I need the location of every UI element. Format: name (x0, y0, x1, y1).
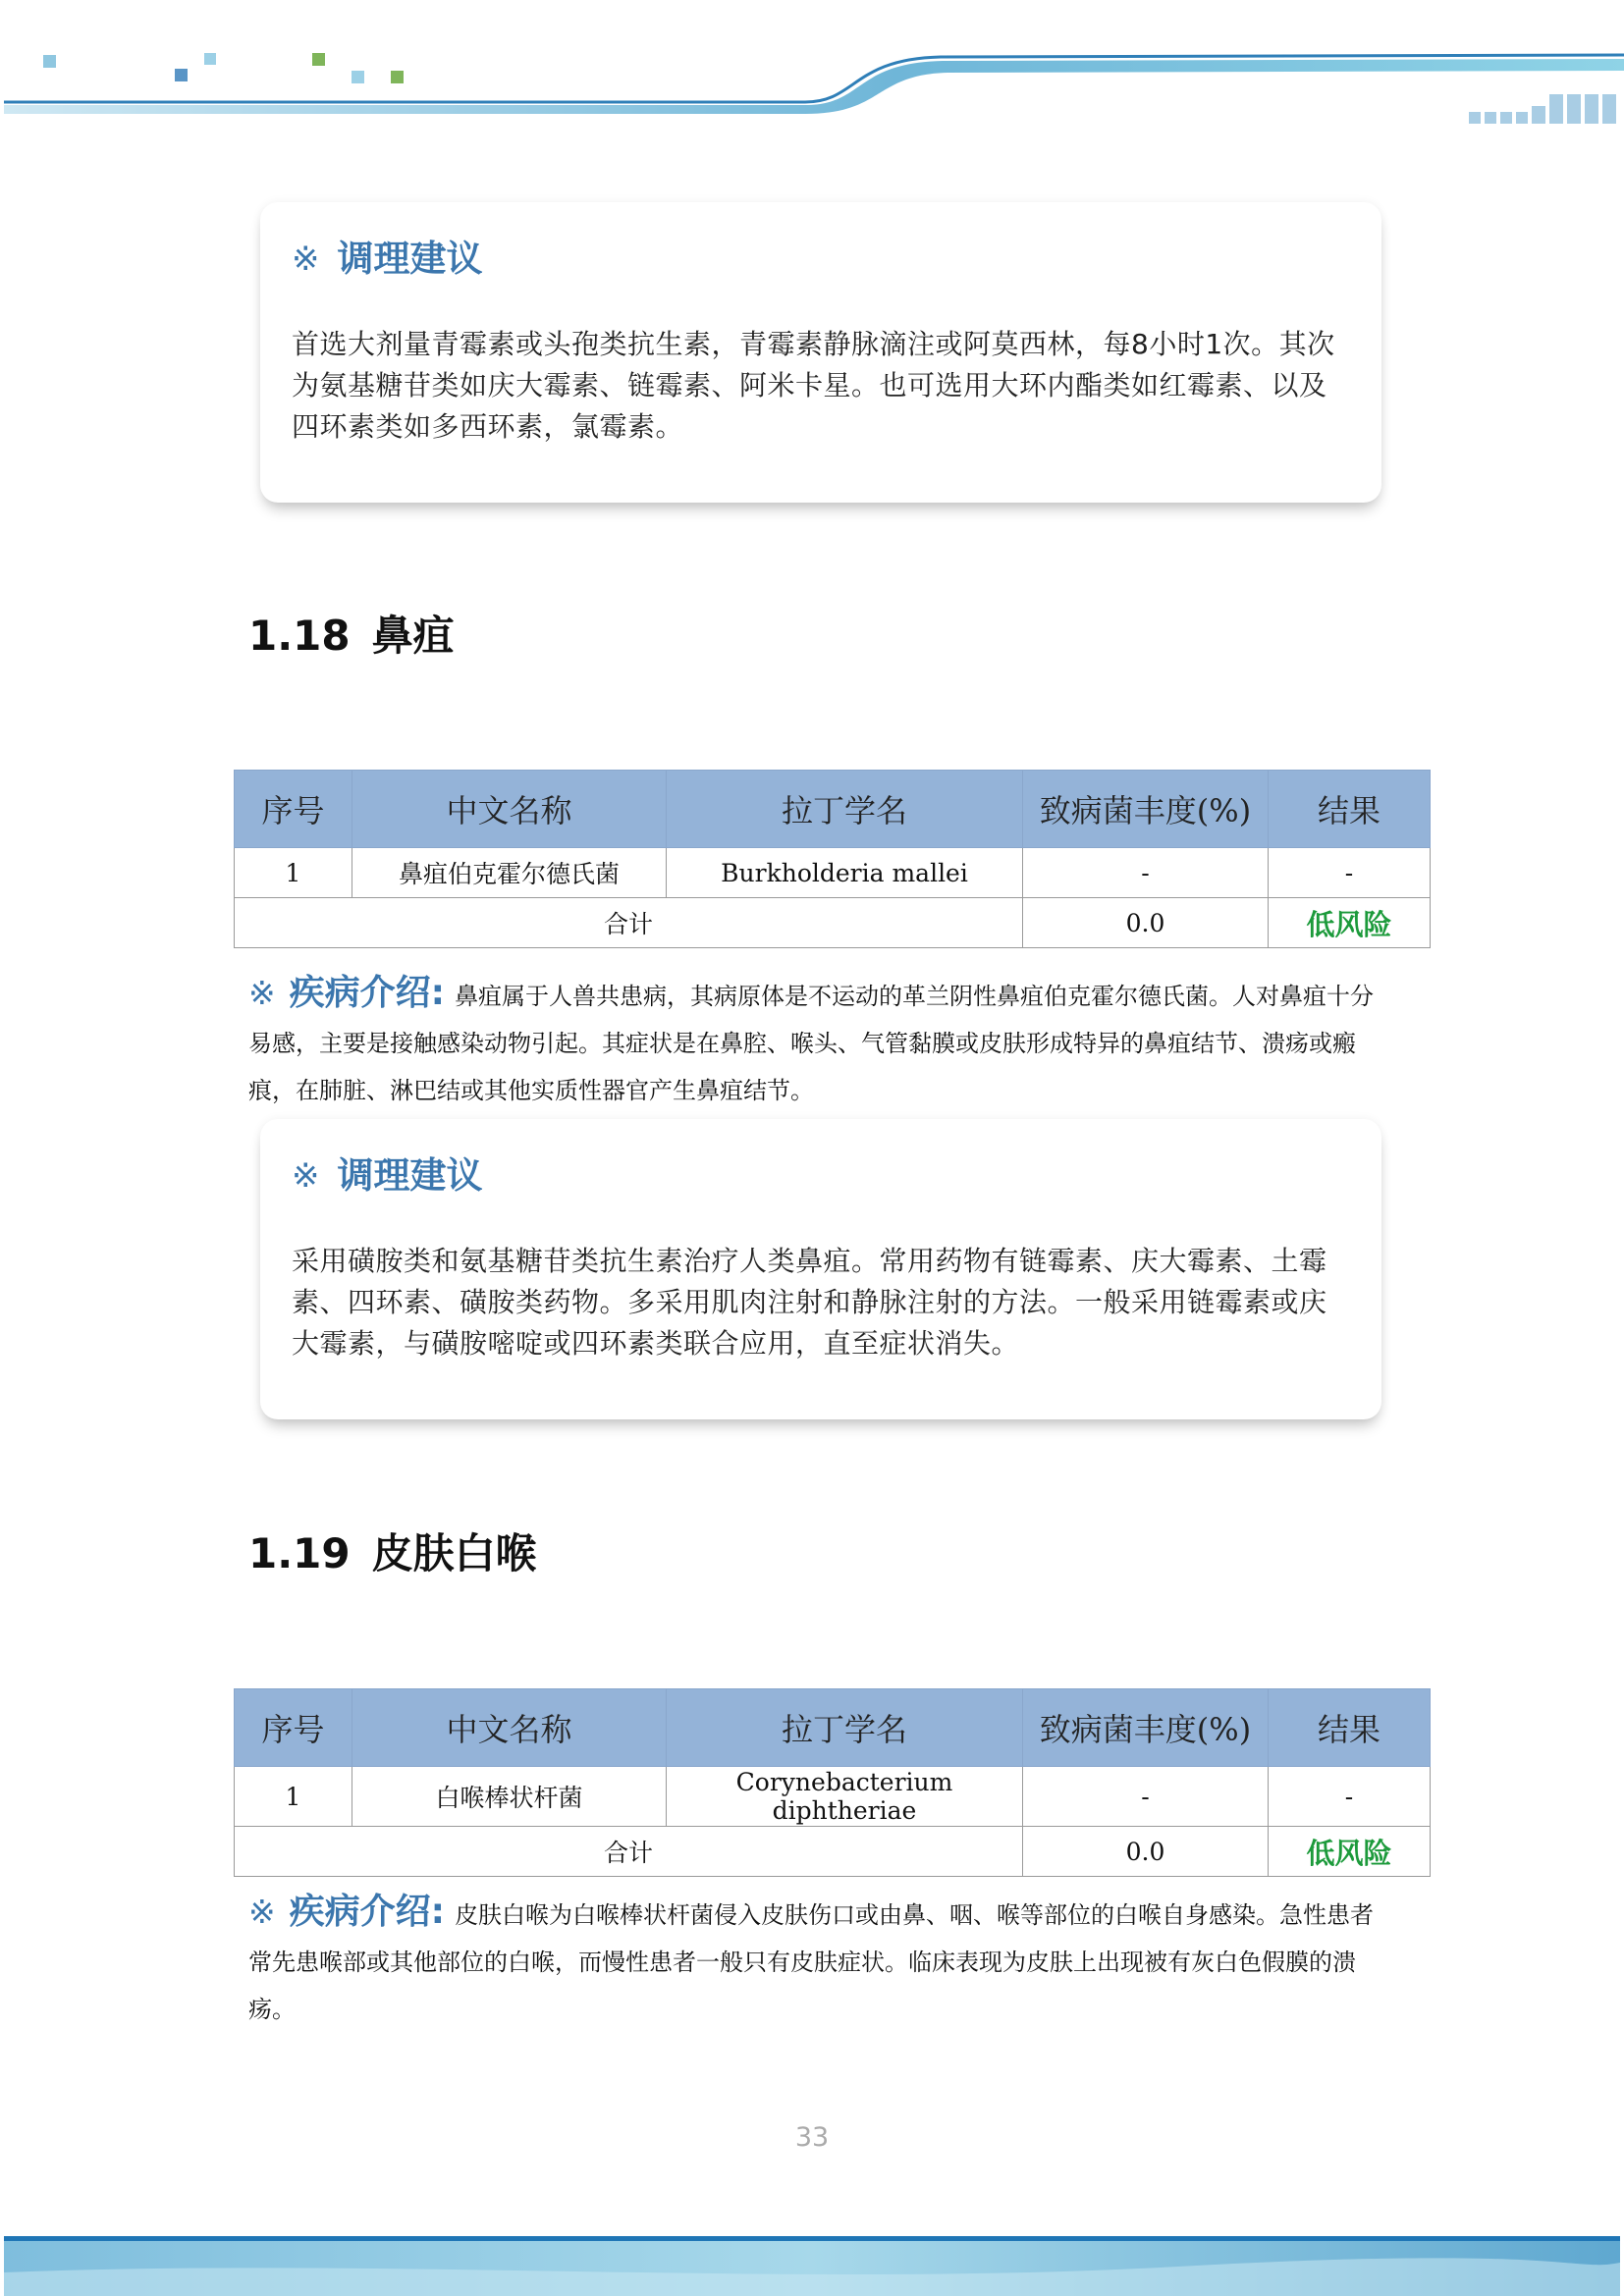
header-latin-name: 拉丁学名 (667, 771, 1023, 848)
intro-text: 皮肤白喉为白喉棒状杆菌侵入皮肤伤口或由鼻、咽、喉等部位的白喉自身感染。急性患者常先患喉部或其他部位的白喉，而慢性患者一般只有皮肤症状。临床表现为皮肤上出现被有灰白色假膜的溃疡。 (248, 1901, 1375, 2023)
header-decoration (0, 0, 1624, 157)
pathogen-table-1-18 (234, 770, 1431, 948)
reference-mark-icon: ※ (248, 1893, 276, 1931)
disease-intro-1-19 (248, 1889, 1378, 2033)
intro-label-text: 疾病介绍: (289, 973, 446, 1013)
advice-title-text: 调理建议 (337, 1154, 483, 1197)
advice-title (292, 236, 1350, 283)
header-index: 序号 (235, 771, 352, 848)
table-row (235, 848, 1431, 898)
total-label: 合计 (235, 898, 1023, 948)
section-number: 1.18 (248, 612, 351, 660)
section-heading-1-18 (248, 609, 455, 664)
cell-result: - (1269, 1767, 1431, 1827)
section-title: 鼻疽 (371, 612, 455, 660)
header-index: 序号 (235, 1689, 352, 1767)
cell-abundance: - (1023, 848, 1269, 898)
total-value: 0.0 (1023, 898, 1269, 948)
cell-abundance: - (1023, 1767, 1269, 1827)
cell-index: 1 (235, 848, 352, 898)
advice-title (292, 1152, 1350, 1200)
intro-label (248, 973, 445, 1013)
section-heading-1-19 (248, 1526, 537, 1581)
header-latin-name: 拉丁学名 (667, 1689, 1023, 1767)
header-result: 结果 (1269, 1689, 1431, 1767)
header-abundance: 致病菌丰度(%) (1023, 1689, 1269, 1767)
intro-text: 鼻疽属于人兽共患病，其病原体是不运动的革兰阴性鼻疽伯克霍尔德氏菌。人对鼻疽十分易感，主要是接触感染动物引起。其症状是在鼻腔、喉头、气管黏膜或皮肤形成特异的鼻疽结节、溃疡或瘢痕，在肺脏、淋巴结或其他实质性器官产生鼻疽结节。 (248, 983, 1375, 1104)
total-label: 合计 (235, 1827, 1023, 1877)
page-number: 33 (794, 2122, 830, 2153)
cell-chinese-name: 白喉棒状杆菌 (352, 1767, 667, 1827)
header-chinese-name: 中文名称 (352, 1689, 667, 1767)
table-header-row (235, 771, 1431, 848)
cell-result: - (1269, 848, 1431, 898)
header-chinese-name: 中文名称 (352, 771, 667, 848)
cell-latin-name: Burkholderia mallei (667, 848, 1023, 898)
advice-body: 首选大剂量青霉素或头孢类抗生素，青霉素静脉滴注或阿莫西林，每8小时1次。其次为氨基糖苷类如庆大霉素、链霉素、阿米卡星。也可选用大环内酯类如红霉素、以及四环素类如多西环素，氯霉素。 (292, 328, 1335, 443)
reference-mark-icon: ※ (292, 240, 320, 279)
table-header-row (235, 1689, 1431, 1767)
pathogen-table-1-19 (234, 1688, 1431, 1877)
table-total-row (235, 898, 1431, 948)
reference-mark-icon: ※ (248, 974, 276, 1012)
total-risk-badge: 低风险 (1269, 898, 1431, 948)
advice-card-2 (260, 1119, 1381, 1419)
header-abundance: 致病菌丰度(%) (1023, 771, 1269, 848)
reference-mark-icon: ※ (292, 1156, 320, 1196)
table-total-row (235, 1827, 1431, 1877)
disease-intro-1-18 (248, 970, 1378, 1114)
footer-decoration (0, 2214, 1624, 2296)
total-value: 0.0 (1023, 1827, 1269, 1877)
table-row (235, 1767, 1431, 1827)
header-result: 结果 (1269, 771, 1431, 848)
advice-title-text: 调理建议 (337, 238, 483, 280)
total-risk-badge: 低风险 (1269, 1827, 1431, 1877)
section-title: 皮肤白喉 (371, 1529, 537, 1577)
cell-index: 1 (235, 1767, 352, 1827)
advice-card-1 (260, 202, 1381, 503)
intro-label (248, 1892, 445, 1932)
intro-label-text: 疾病介绍: (289, 1892, 446, 1932)
advice-body: 采用磺胺类和氨基糖苷类抗生素治疗人类鼻疽。常用药物有链霉素、庆大霉素、土霉素、四环素、磺胺类药物。多采用肌肉注射和静脉注射的方法。一般采用链霉素或庆大霉素，与磺胺嘧啶或四环素类联合应用，直至症状消失。 (292, 1245, 1327, 1360)
cell-latin-name: Corynebacterium diphtheriae (667, 1767, 1023, 1827)
cell-chinese-name: 鼻疽伯克霍尔德氏菌 (352, 848, 667, 898)
section-number: 1.19 (248, 1529, 351, 1577)
